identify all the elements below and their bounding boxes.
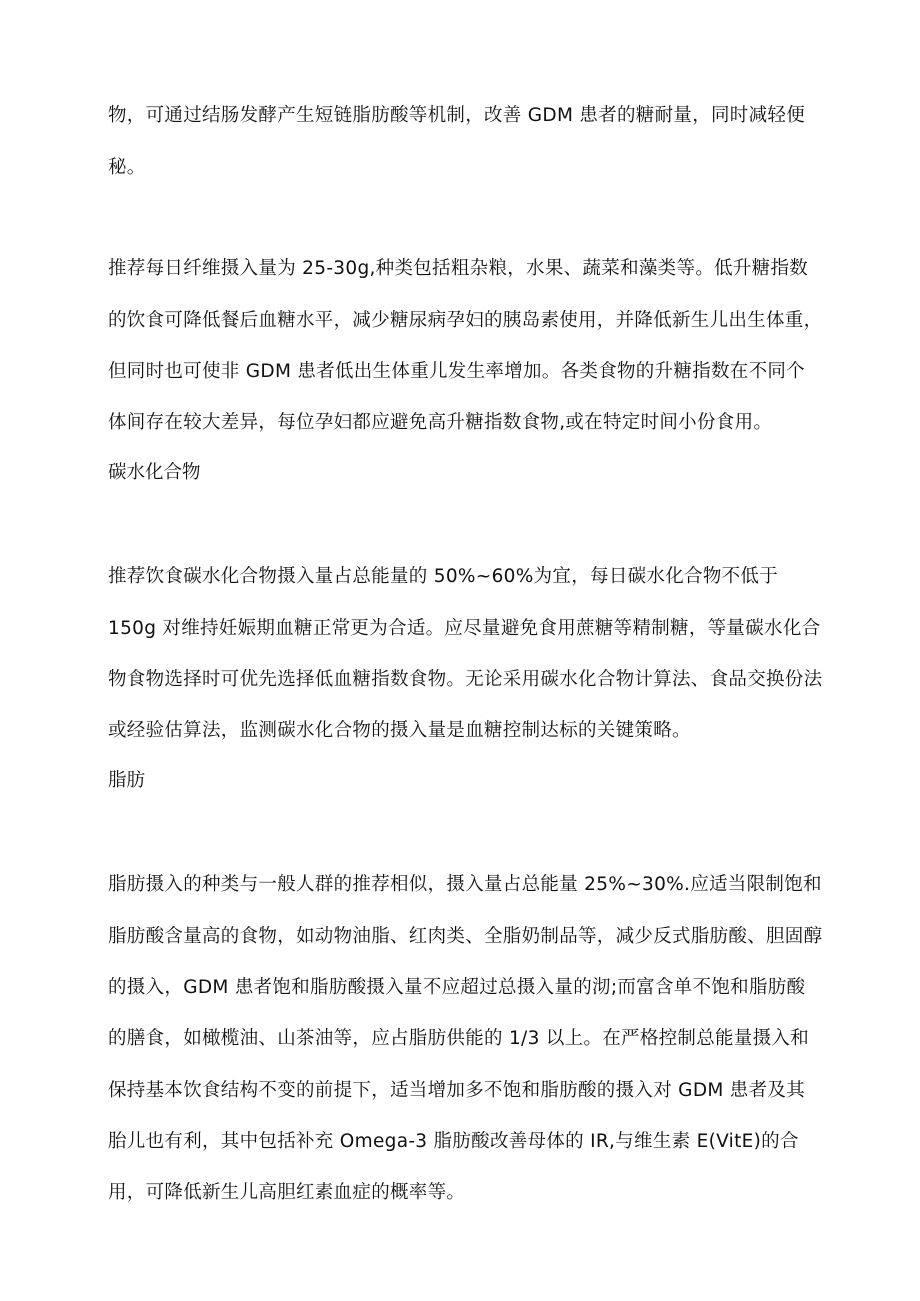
paragraph-line: 推荐每日纤维摄入量为 25-30g,种类包括粗杂粮，水果、蔬菜和藻类等。低升糖指数 [108,258,809,279]
paragraph-line: 的饮食可降低餐后血糖水平，减少糖尿病孕妇的胰岛素使用，并降低新生儿出生体重， [108,310,823,331]
paragraph-line: 用，可降低新生儿高胆红素血症的概率等。 [108,1182,466,1203]
paragraph-line: 150g 对维持妊娠期血糖正常更为合适。应尽量避免食用蔗糖等精制糖，等量碳水化合 [108,618,821,639]
paragraph-line: 或经验估算法，监测碳水化合物的摄入量是血糖控制达标的关键策略。 [108,720,691,741]
paragraph-line: 秘。 [108,157,146,178]
paragraph-line: 胎儿也有利，其中包括补充 Omega-3 脂肪酸改善母体的 IR,与维生素 E(VitE)的合 [108,1131,799,1152]
paragraph-line: 体间存在较大差异，每位孕妇都应避免高升糖指数食物,或在特定时间小份食用。 [108,412,773,433]
paragraph-line: 保持基本饮食结构不变的前提下，适当增加多不饱和脂肪酸的摄入对 GDM 患者及其 [108,1080,806,1101]
paragraph-line: 推荐饮食碳水化合物摄入量占总能量的 50%~60%为宜，每日碳水化合物不低于 [108,566,779,587]
paragraph-line: 的摄入，GDM 患者饱和脂肪酸摄入量不应超过总摄入量的沏;而富含单不饱和脂肪酸 [108,977,806,998]
paragraph-line: 但同时也可使非 GDM 患者低出生体重儿发生率增加。各类食物的升糖指数在不同个 [108,361,806,382]
paragraph-line: 脂肪酸含量高的食物，如动物油脂、红肉类、全脂奶制品等，减少反式脂肪酸、胆固醇 [108,926,823,947]
paragraph-line: 脂肪摄入的种类与一般人群的推荐相似，摄入量占总能量 25%~30%.应适当限制饱和 [108,874,822,895]
section-heading-fat: 脂肪 [108,770,146,791]
paragraph-line: 的膳食，如橄榄油、山茶油等，应占脂肪供能的 1/3 以上。在严格控制总能量摄入和 [108,1028,810,1049]
paragraph-line: 物食物选择时可优先选择低血糖指数食物。无论采用碳水化合物计算法、食品交换份法 [108,669,823,690]
section-heading-carbohydrate: 碳水化合物 [108,462,201,483]
paragraph-line: 物，可通过结肠发酵产生短链脂肪酸等机制，改善 GDM 患者的糖耐量，同时减轻便 [108,105,806,126]
